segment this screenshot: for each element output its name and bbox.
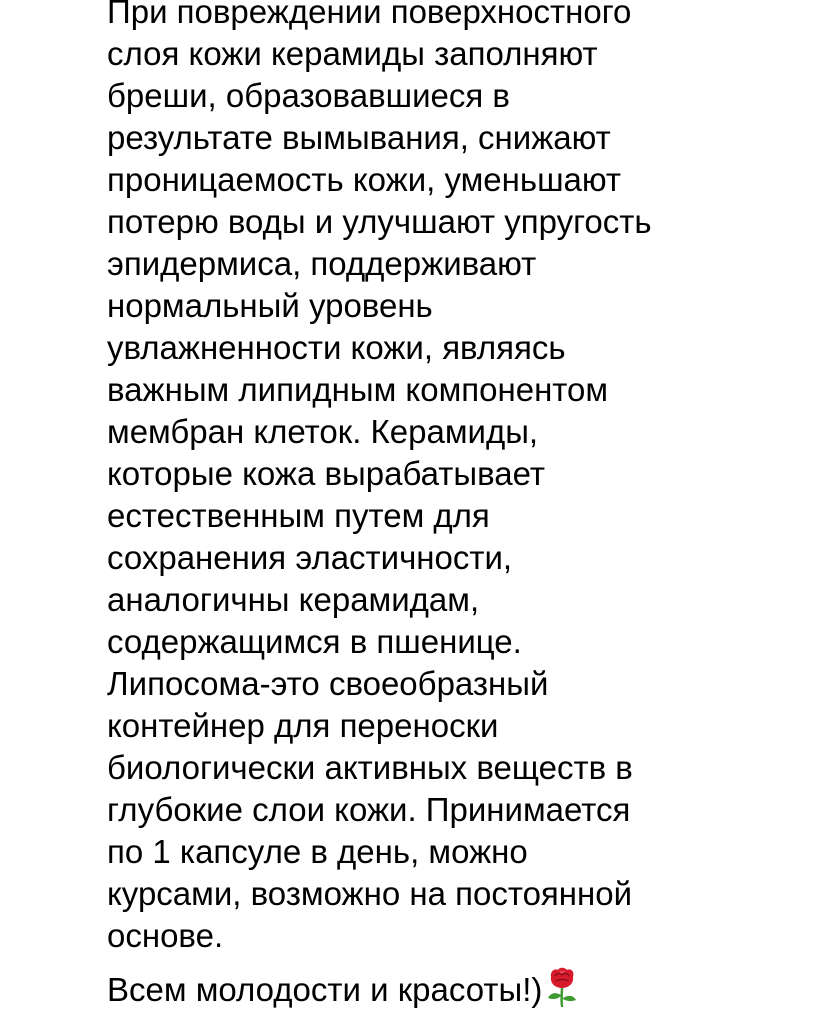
comment-line: Липосома-это своеобразный	[107, 665, 549, 702]
comment-line: нормальный уровень	[107, 287, 433, 324]
comment-line: аналогичны керамидам,	[107, 581, 480, 618]
comment-line: важным липидным компонентом	[107, 371, 609, 408]
closing-text: Всем молодости и красоты!)	[107, 971, 543, 1008]
comment-line: сохранения эластичности,	[107, 539, 513, 576]
comment-line: естественным путем для	[107, 497, 490, 534]
rose-icon	[544, 967, 580, 1017]
comment-text	[107, 0, 817, 1009]
comment-line: по 1 капсуле в день, можно	[107, 833, 528, 870]
comment-line: При повреждении поверхностного	[107, 0, 632, 30]
comment-line: курсами, возможно на постоянной	[107, 875, 633, 912]
comment-line: слоя кожи керамиды заполняют	[107, 35, 598, 72]
comment-line: контейнер для переноски	[107, 707, 499, 744]
comment-line: проницаемость кожи, уменьшают	[107, 161, 622, 198]
comment-line: биологически активных веществ в	[107, 749, 633, 786]
comment-line: основе.	[107, 917, 224, 954]
comment-line: эпидермиса, поддерживают	[107, 245, 537, 282]
comment-line: результате вымывания, снижают	[107, 119, 611, 156]
comment-closing-line	[107, 967, 817, 1009]
comment-line: потерю воды и улучшают упругость	[107, 203, 652, 240]
comment-line: мембран клеток. Керамиды,	[107, 413, 539, 450]
comment-line: бреши, образовавшиеся в	[107, 77, 510, 114]
comment-line: глубокие слои кожи. Принимается	[107, 791, 631, 828]
comment-line: которые кожа вырабатывает	[107, 455, 545, 492]
comment-line: увлажненности кожи, являясь	[107, 329, 566, 366]
comment-line: содержащимся в пшенице.	[107, 623, 522, 660]
